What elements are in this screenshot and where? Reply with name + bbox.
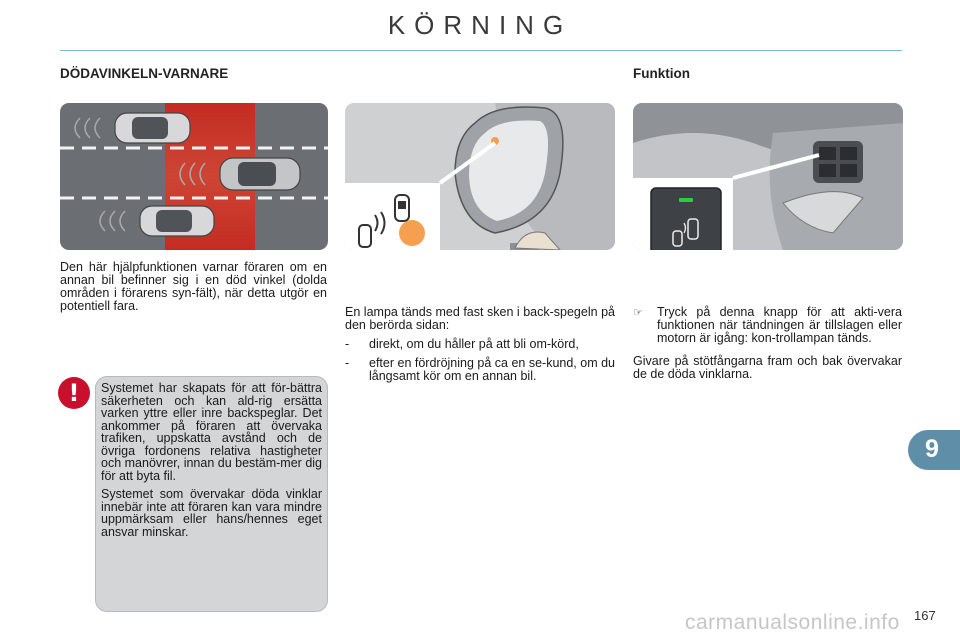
section-heading-blind-spot: DÖDAVINKELN-VARNARE xyxy=(60,66,229,81)
blind-spot-button-icon xyxy=(651,188,721,250)
middle-text xyxy=(345,306,615,389)
section-heading-funktion: Funktion xyxy=(633,66,690,81)
orange-lamp-icon xyxy=(399,220,425,246)
side-mirror-warning-illustration xyxy=(345,103,615,250)
exclamation-icon: ! xyxy=(58,377,90,409)
blind-spot-road-illustration xyxy=(60,103,328,250)
list-item-text: direkt, om du håller på att bli om-körd, xyxy=(369,337,579,351)
dash-bullet: - xyxy=(345,337,350,351)
list-item-text: efter en fördröjning på ca en se-kund, om du långsamt kör om en annan bil. xyxy=(369,356,615,383)
intro-text: Den här hjälpfunktionen varnar föraren om en annan bil befinner sig i en död vinkel (dolda områden i förarens syn-fält), när detta utgör en potentiell fara. xyxy=(60,260,327,313)
right-text xyxy=(633,306,902,387)
list-item xyxy=(633,306,902,345)
list-item xyxy=(345,357,615,383)
list-item xyxy=(345,338,615,351)
page-number: 167 xyxy=(914,608,936,623)
pointing-hand-icon: ☞ xyxy=(633,306,643,319)
sensors-paragraph: Givare på stötfångarna fram och bak övervakar de de döda vinklarna. xyxy=(633,354,902,381)
dashboard-button-illustration xyxy=(633,103,903,250)
intro-paragraph xyxy=(60,261,327,319)
led-indicator-icon xyxy=(679,198,693,202)
warning-paragraph-1: Systemet har skapats för att för-bättra säkerheten och kan ald-rig ersätta varken yttre eller inre backspeglar. Det ankommer på föraren att övervaka trafiken, uppskatta avstånd och de övriga fordonens relativa hastigheter och manövrer, innan du bestäm-mer dig för att byta fil. xyxy=(101,381,322,483)
page-title: KÖRNING xyxy=(387,10,573,40)
chapter-tab xyxy=(908,430,960,470)
warning-text xyxy=(101,382,322,544)
list-item-text: Tryck på denna knapp för att akti-vera funktionen när tändningen är tillslagen eller motorn är igång: kon-trollampan tänds. xyxy=(657,305,902,345)
warning-paragraph-2: Systemet som övervakar döda vinklar innebär inte att föraren kan vara mindre uppmärksam eller hans/hennes eget ansvar minskar. xyxy=(101,487,322,539)
dash-bullet: - xyxy=(345,356,350,370)
header-divider xyxy=(60,50,902,51)
watermark: carmanualsonline.info xyxy=(685,611,900,634)
lamp-paragraph: En lampa tänds med fast sken i back-spegeln på den berörda sidan: xyxy=(345,305,615,332)
chapter-number: 9 xyxy=(925,435,939,463)
